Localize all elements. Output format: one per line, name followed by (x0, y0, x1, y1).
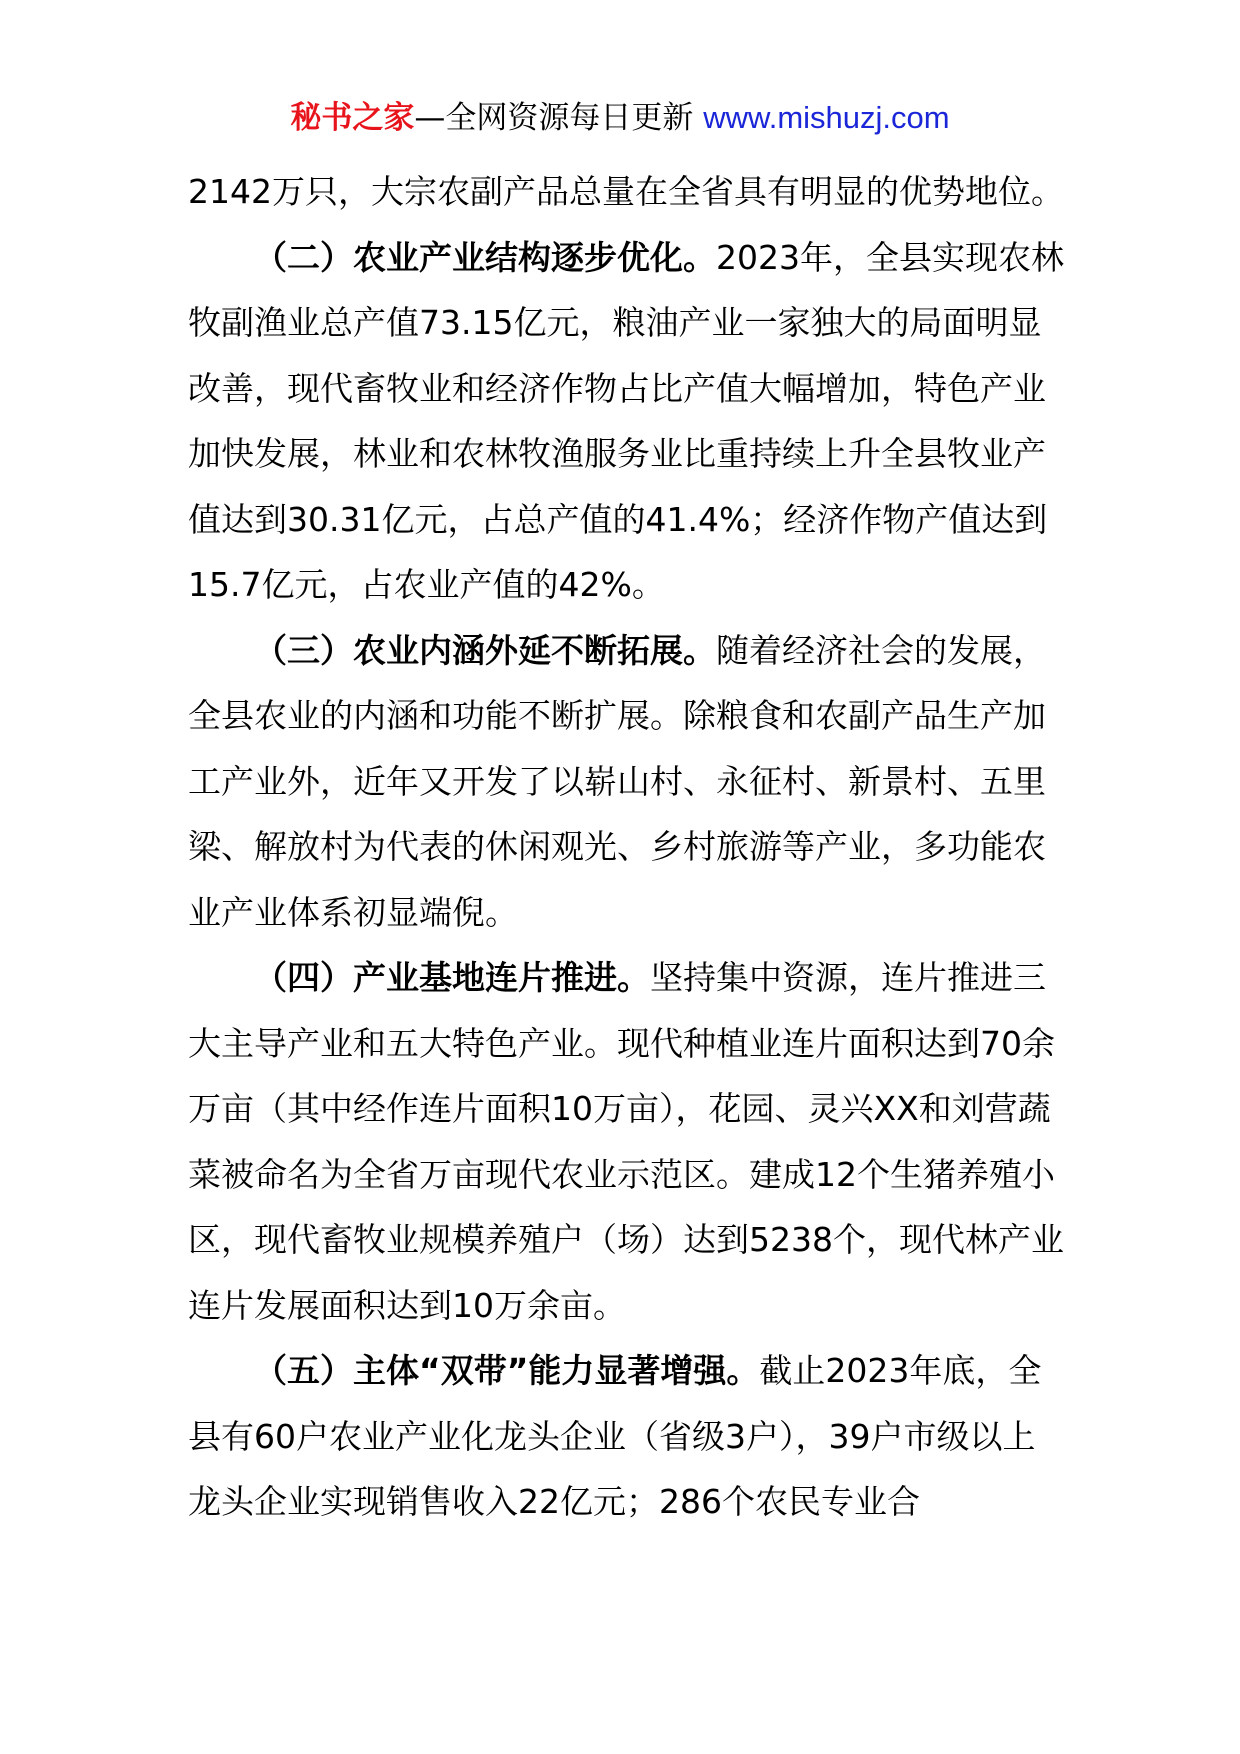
paragraph-text: 坚持集中资源，连片推进三大主导产业和五大特色产业。现代种植业连片面积达到70余万亩（其中经作连片面积10万亩），花园、灵兴XX和刘营蔬菜被命名为全省万亩现代农业示范区。建成12个生猪养殖小区，现代畜牧业规模养殖户（场）达到5238个，现代林产业连片发展面积达到10万余亩。 (188, 958, 1064, 1325)
paragraph-text: 2023年，全县实现农林牧副渔业总产值73.15亿元，粮油产业一家独大的局面明显改善，现代畜牧业和经济作物占比产值大幅增加，特色产业加快发展，林业和农林牧渔服务业比重持续上升全县牧业产值达到30.31亿元，占总产值的41.4%；经济作物产值达到15.7亿元，占农业产值的42%。 (188, 237, 1064, 604)
paragraph-text: 2142万只，大宗农副产品总量在全省具有明显的优势地位。 (188, 172, 1064, 211)
page-header (0, 96, 1240, 140)
section-heading: （二）农业产业结构逐步优化。 (254, 237, 716, 277)
document-body (188, 159, 1068, 1535)
header-tagline: —全网资源每日更新 (414, 100, 704, 136)
paragraph-text: 截止2023年底，全县有60户农业产业化龙头企业（省级3户），39户市级以上龙头企业实现销售收入22亿元；286个农民专业合 (188, 1351, 1042, 1521)
brand-name: 秘书之家 (290, 100, 415, 136)
section-heading: （四）产业基地连片推进。 (254, 958, 650, 997)
paragraph-section-5 (188, 1338, 1068, 1535)
paragraph-text: 随着经济社会的发展，全县农业的内涵和功能不断扩展。除粮食和农副产品生产加工产业外，近年又开发了以崭山村、永征村、新景村、五里梁、解放村为代表的休闲观光、乡村旅游等产业，多功能农业产业体系初显端倪。 (188, 630, 1046, 932)
section-heading: （三）农业内涵外延不断拓展。 (254, 630, 716, 670)
paragraph-section-2 (188, 225, 1068, 618)
paragraph-section-4 (188, 945, 1068, 1338)
paragraph-section-3 (188, 618, 1068, 946)
section-heading: （五）主体“双带”能力显著增强。 (254, 1351, 760, 1390)
site-url-link[interactable]: www.mishuzj.com (703, 100, 950, 135)
paragraph-continuation (188, 159, 1068, 225)
